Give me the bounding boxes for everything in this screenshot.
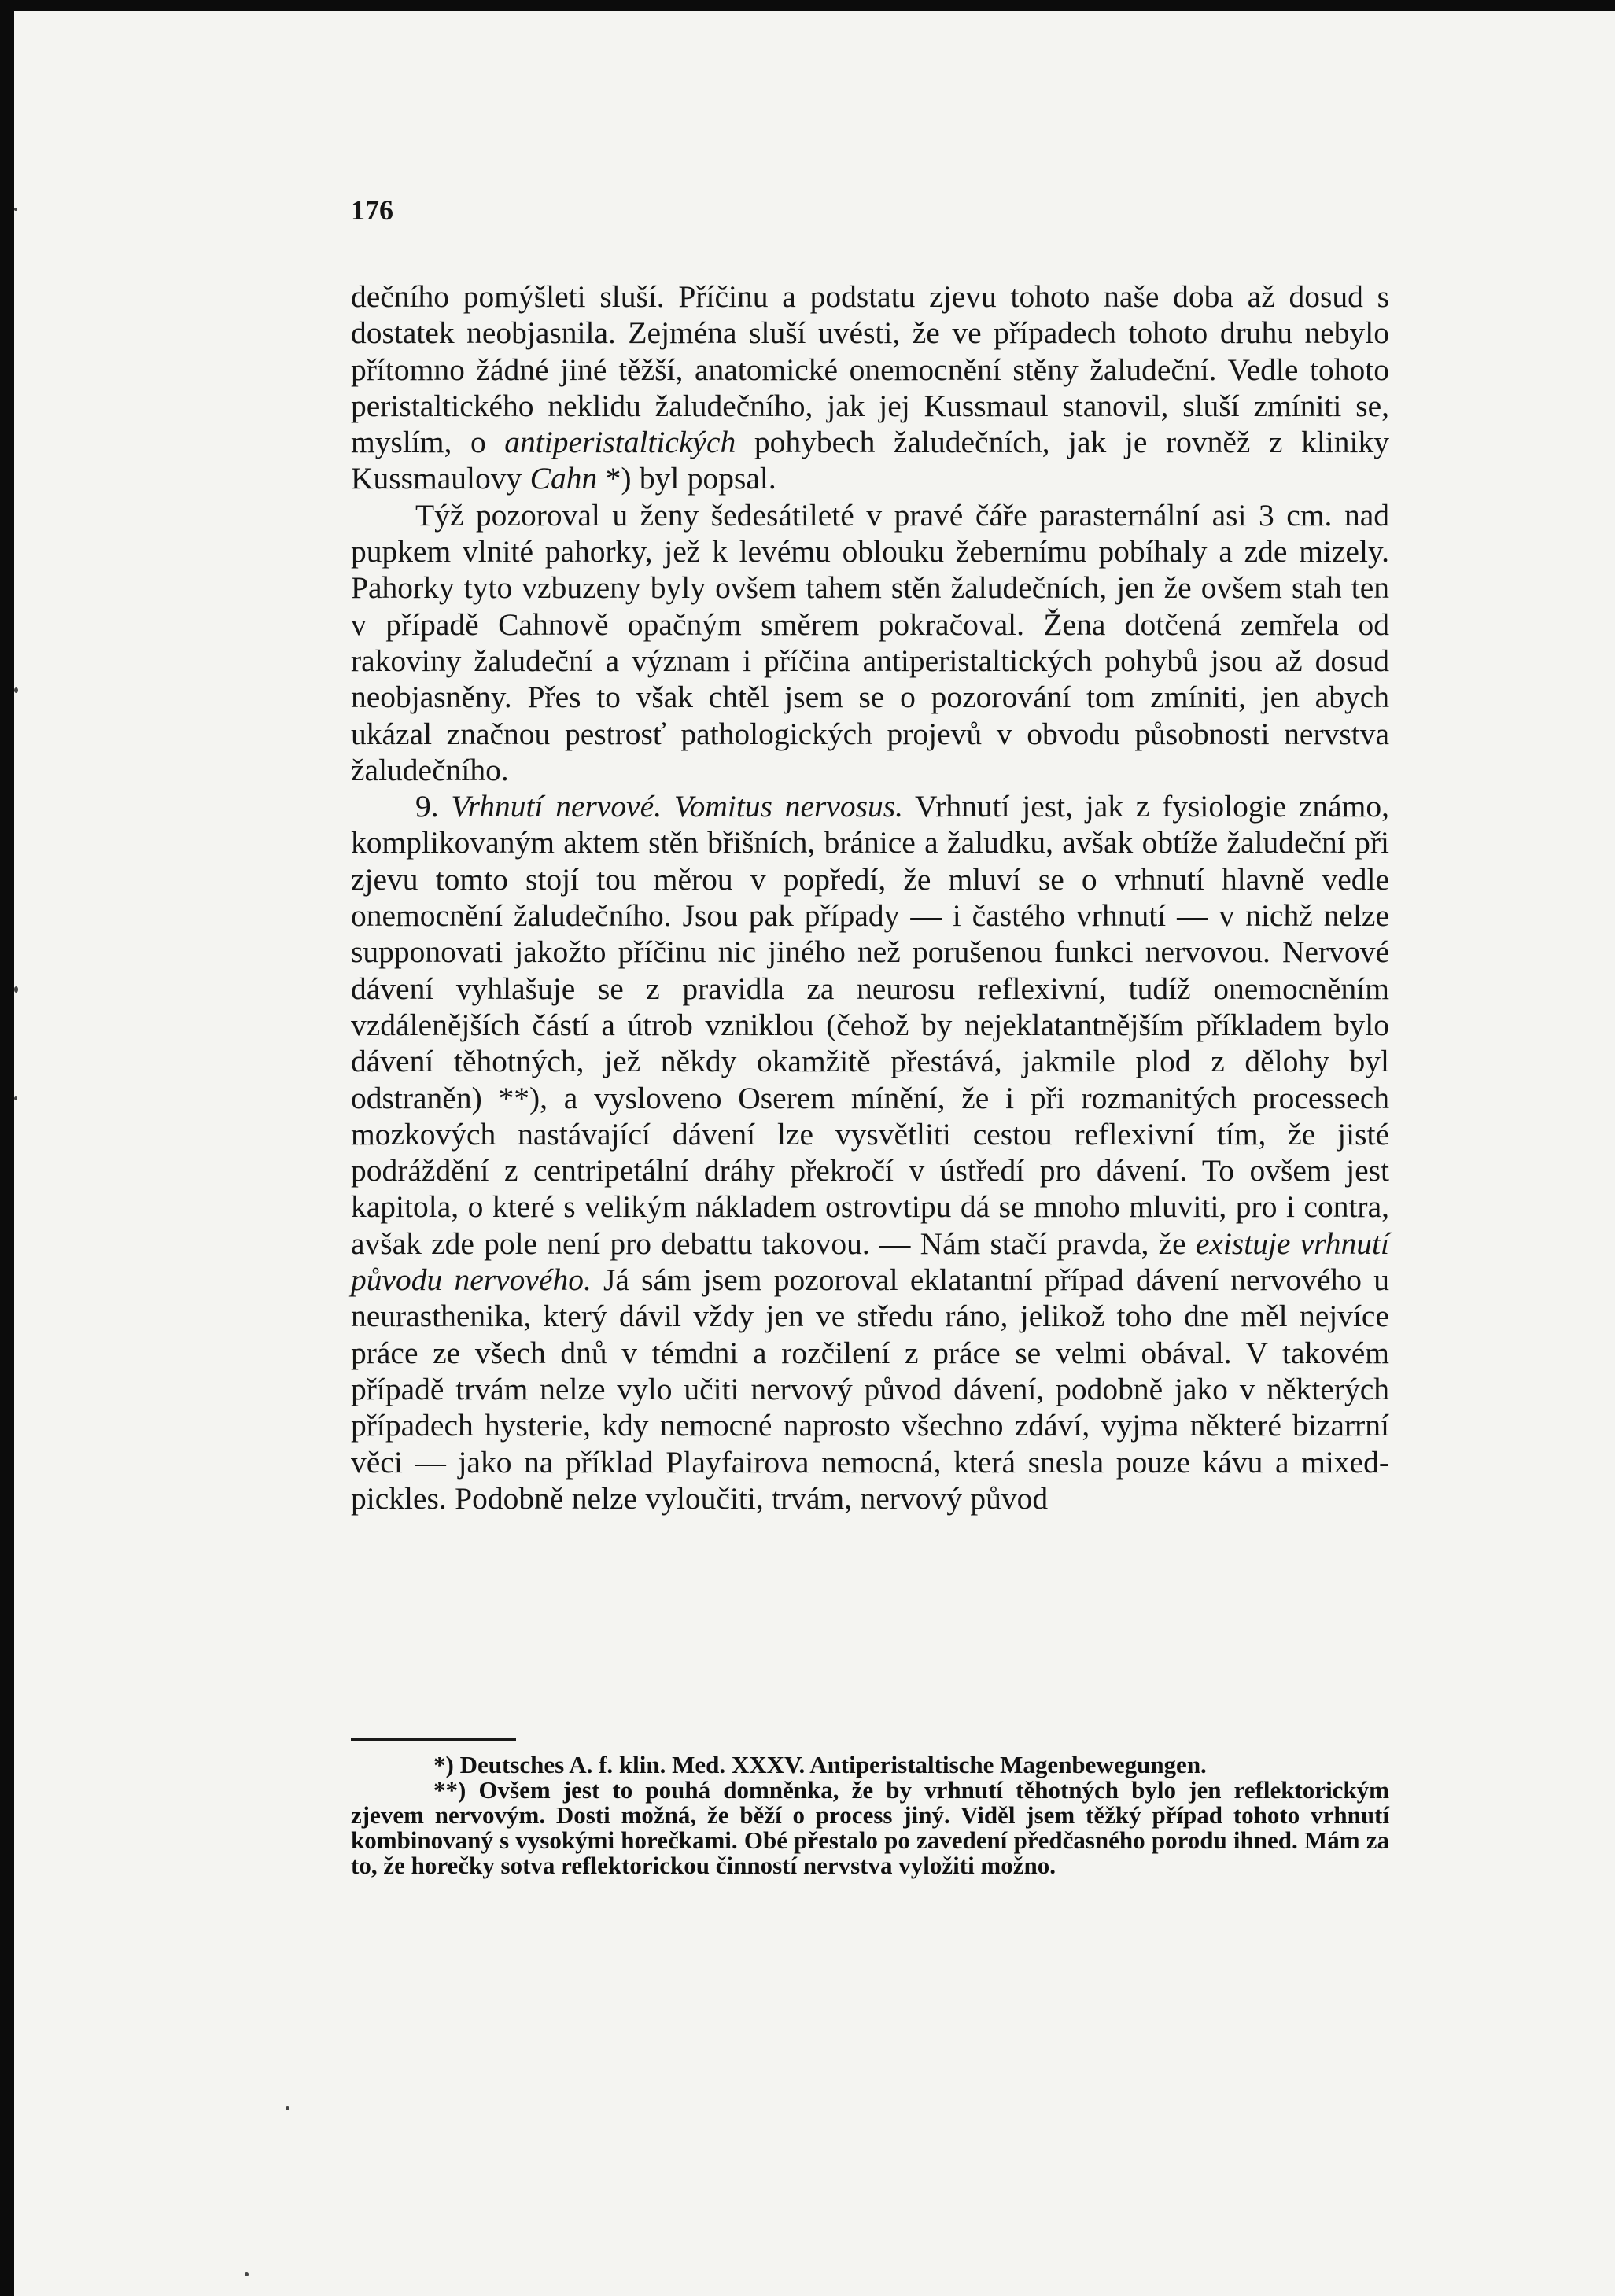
text-run: Vrhnutí jest, jak z fysiologie známo, komplikovaným aktem stěn břišních, bránice a žaludku, avšak obtíže žaludeční při zjevu tomto stojí tou měrou v popředí, že mluví se o vrhnutí hlavně vedle onemocnění žaludečního. Jsou pak případy — i častého vrhnutí — v nichž nelze supponovati jakožto příčinu nic jiného než porušenou funkci nervovou. Nervové dávení vyhlašuje se z pravidla za neurosu reflexivní, tudíž onemocněním vzdálenějších částí a útrob vzniklou (čehož by nejeklatantnějším příkladem bylo dávení těhotných, jež někdy okamžitě přestává, jakmile plod z dělohy byl odstraněn) **), a vysloveno Oserem mínění, že i při rozmanitých processech mozkových nastávající dávení lze vysvětliti cestou reflexivní tím, že jisté podráždění z centripetální dráhy překročí v ústředí pro dávení. To ovšem jest kapitola, o které s velikým nákladem ostrovtipu dá se mnoho mluviti, pro i contra, avšak zde pole není pro debattu takovou. — Nám stačí pravda, že bbox=[351, 789, 1389, 1261]
italic-emphasis: existuje vrhnutí původu nervového. bbox=[351, 1225, 1390, 1298]
scan-speck bbox=[245, 2272, 249, 2276]
body-text bbox=[351, 278, 1389, 1517]
scan-speck bbox=[14, 1096, 17, 1100]
text-run: Týž pozoroval u ženy šedesátileté v pravé čáře parasternální asi 3 cm. nad pupkem vlnité pahorky, jež k levému oblouku žebernímu pobíhaly a zde mizely. Pahorky tyto vzbuzeny byly ovšem tahem stěn žaludečních, jen že ovšem stah ten v případě Cahnově opačným směrem pokračoval. Žena dotčená zemřela od rakoviny žaludeční a význam i příčina antiperistaltických pohybů jsou až dosud neobjasněny. Přes to však chtěl jsem se o pozorování tom zmíniti, jen abych ukázal značnou pestrosť pathologických projevů v obvodu působnosti nervstva žaludečního. bbox=[351, 497, 1389, 787]
body-paragraph bbox=[351, 497, 1389, 788]
body-paragraph bbox=[351, 278, 1389, 497]
text-run: *) byl popsal. bbox=[597, 461, 776, 496]
text-run: dečního pomýšleti sluší. Příčinu a podstatu zjevu tohoto naše doba až dosud s dostatek neobjasnila. Zejména sluší uvésti, že ve případech tohoto druhu nebylo přítomno žádné jiné těžší, anatomické onemocnění stěny žaludeční. Vedle tohoto peristaltického neklidu žaludečního, jak jej Kussmaul stanovil, sluší zmíniti se, myslím, o bbox=[351, 279, 1389, 460]
page-number: 176 bbox=[351, 194, 393, 226]
text-run: pohybech žaludečních, jak je rovněž z kliniky Kussmaulovy bbox=[351, 425, 1390, 496]
body-paragraph bbox=[351, 788, 1389, 1517]
footnote-1: *) Deutsches A. f. klin. Med. XXXV. Antiperistaltische Magenbewegungen. bbox=[433, 1751, 1207, 1778]
italic-emphasis: Vrhnutí nervové. Vomitus nervosus. bbox=[451, 789, 903, 824]
italic-emphasis: Cahn bbox=[529, 461, 598, 496]
text-run: 9. bbox=[415, 789, 452, 824]
scan-speck bbox=[14, 986, 18, 993]
scanned-page bbox=[14, 11, 1615, 2296]
scan-speck bbox=[14, 208, 17, 211]
footnote-divider bbox=[351, 1738, 516, 1741]
footnotes bbox=[351, 1752, 1389, 1878]
text-run: Já sám jsem pozoroval eklatantní případ dávení nervového u neurasthenika, který dávil vždy jen ve středu ráno, jelikož toho dne měl nejvíce práce ze všech dnů v témdni a rozčilení z práce se velmi obával. V takovém případě trvám nelze vylo učiti nervový původ dávení, podobně jako v některých případech hysterie, kdy nemocné naprosto všechno zdáví, vyjma některé bizarrní věci — jako na příklad Playfairova nemocná, která snesla pouze kávu a mixed-pickles. Podobně nelze vyloučiti, trvám, nervový původ bbox=[351, 1262, 1389, 1516]
scan-speck bbox=[286, 2106, 289, 2110]
footnote-2: **) Ovšem jest to pouhá domněnka, že by vrhnutí těhotných bylo jen reflektorickým zjevem nervovým. Dosti možná, že běží o process jiný. Viděl jsem těžký případ tohoto vrhnutí kombinovaný s vysokými horečkami. Obé přestalo po zavedení předčasného porodu ihned. Mám za to, že horečky sotva reflektorickou činností nervstva vyložiti možno. bbox=[351, 1776, 1389, 1879]
italic-emphasis: antiperistaltických bbox=[504, 425, 736, 460]
scan-speck bbox=[14, 687, 18, 693]
